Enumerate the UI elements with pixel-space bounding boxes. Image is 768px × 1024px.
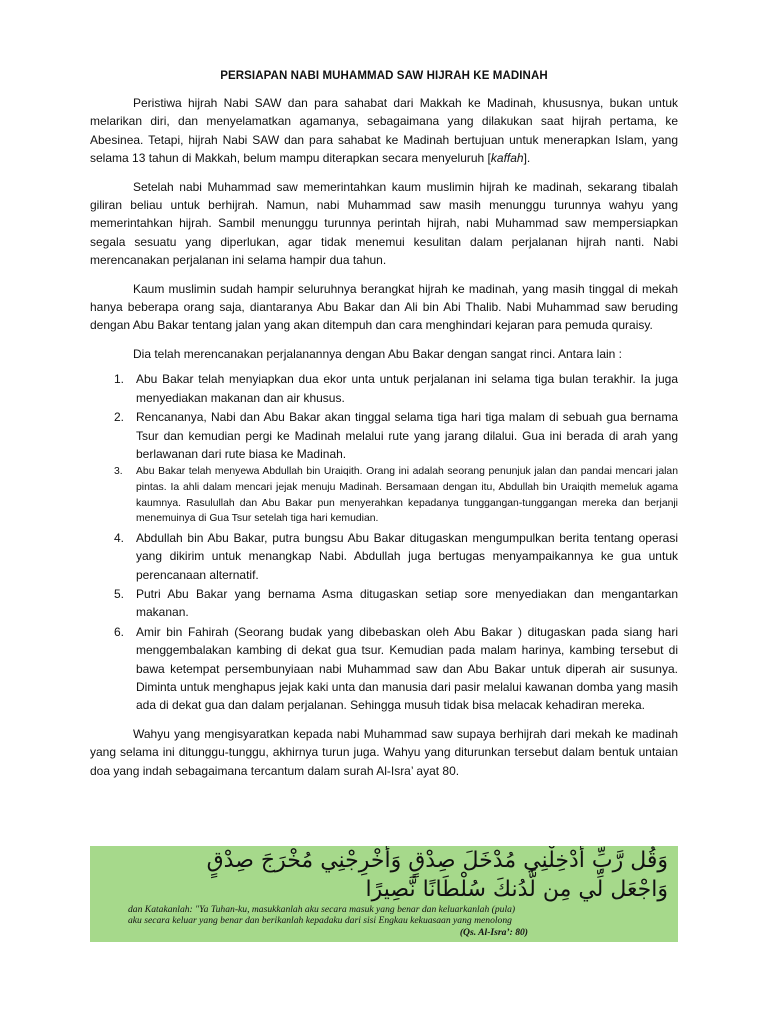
list-item-number: 3. — [114, 466, 123, 478]
verse-translation — [128, 904, 668, 938]
paragraph-3: Kaum muslimin sudah hampir seluruhnya berangkat hijrah ke madinah, yang masih tinggal di mekah hanya beberapa orang saja, diantaranya Abu Bakar dan Ali bin Abi Thalib. Nabi Muhammad saw beruding dengan Abu Bakar tentang jalan yang akan ditempuh dan cara menghindari kejaran para pemuda quraisy. — [90, 281, 678, 333]
list-item-number: 6. — [114, 624, 125, 639]
arabic-verse-line-2: وَاجْعَل لِّي مِن لَّدُنكَ سُلْطَانًا نَّصِيرًا — [365, 877, 668, 902]
list-item-number: 4. — [114, 530, 125, 545]
paragraph-1-text: Peristiwa hijrah Nabi SAW dan para sahabat dari Makkah ke Madinah, khususnya, bukan untuk melarikan diri, dan menyelamatkan agamanya, sebagaimana yang dilakukan saat hijrah pertama, ke Abesinea. Tetapi, hijrah Nabi SAW dan para sahabat ke Madinah bertujuan untuk menerapkan Islam, yang selama 13 tahun di Makkah, belum mampu diterapkan secara menyeluruh [ — [90, 96, 678, 166]
list-item-text: Abu Bakar telah menyiapkan dua ekor unta untuk perjalanan ini selama tiga bulan terakhir. Ia juga menyediakan makanan dan air khusus. — [136, 372, 678, 405]
paragraph-1 — [90, 94, 678, 168]
quran-verse-box — [90, 846, 678, 942]
plan-list — [90, 370, 678, 714]
arabic-verse-line-1: وَقُل رَّبِّ أَدْخِلْنِي مُدْخَلَ صِدْقٍ وَأَخْرِجْنِي مُخْرَجَ صِدْقٍ — [206, 848, 668, 873]
list-item — [90, 408, 678, 463]
list-item-text: Abu Bakar telah menyewa Abdullah bin Uraiqith. Orang ini adalah seorang penunjuk jalan dan pandai mencari jalan pintas. Ia ahli dalam mencari jejak menuju Madinah. Bersamaan dengan itu, Abdullah bin Uraiqith memeluk agama kaumnya. Rasulullah dan Abu Bakar pun menyerahkan kepadanya tunggangan-tunggangan mereka dan berjanji menemuinya di Gua Tsur setelah tiga hari kemudian. — [136, 466, 678, 525]
list-item-text: Rencananya, Nabi dan Abu Bakar akan tinggal selama tiga hari tiga malam di sebuah gua bernama Tsur dan kemudian pergi ke Madinah melalui rute yang jarang dilalui. Gua ini berada di arah yang berlawanan dari rute biasa ke Madinah. — [136, 410, 678, 461]
paragraph-1-italic: kaffah — [490, 151, 524, 166]
list-item-text: Putri Abu Bakar yang bernama Asma ditugaskan setiap sore menyediakan dan mengantarkan makanan. — [136, 586, 678, 620]
paragraph-5: Wahyu yang mengisyaratkan kepada nabi Muhammad saw supaya berhijrah dari mekah ke madinah yang selama ini ditunggu-tunggu, akhirnya turun juga. Wahyu yang diturunkan tersebut dalam bentuk untaian doa yang indah sebagaimana tercantum dalam surah Al-Isra’ ayat 80. — [90, 726, 678, 778]
list-item-text: Amir bin Fahirah (Seorang budak yang dibebaskan oleh Abu Bakar ) ditugaskan pada siang hari menggembalakan kambing di dekat gua tsur. Kemudian pada malam harinya, kambing tersebut di bawa ketempat persembunyiaan nabi Muhammad saw dan Abu Bakar untuk diperah air susunya. Diminta untuk menghapus jejak kaki unta dan manusia dari pasir melalui kawanan domba yang masih ada di dekat gua dan dalam perjalanan. Sehingga musuh tidak bisa melacak kehadiran mereka. — [136, 624, 678, 713]
paragraph-1-end: ]. — [523, 151, 531, 166]
list-item — [90, 529, 678, 584]
list-item — [90, 585, 678, 622]
list-item — [90, 370, 678, 407]
document-page — [90, 70, 678, 790]
paragraph-4: Dia telah merencanakan perjalanannya dengan Abu Bakar dengan sangat rinci. Antara lain : — [133, 346, 623, 361]
list-item-text: Abdullah bin Abu Bakar, putra bungsu Abu Bakar ditugaskan mengumpulkan berita tentang operasi yang dikirim untuk menangkap Nabi. Abdullah juga bertugas menyampaikannya ke gua untuk perencanaan alternatif. — [136, 530, 678, 582]
list-item-number: 2. — [114, 410, 125, 425]
list-item-number: 5. — [114, 586, 125, 601]
verse-source: (Qs. Al-Isra’: 80) — [459, 926, 528, 938]
list-item — [90, 464, 678, 526]
translation-line-2: aku secara keluar yang benar dan berikanlah kepadaku dari sisi Engkau kekuasaan yang menolong — [128, 915, 512, 927]
list-item — [90, 623, 678, 715]
paragraph-2: Setelah nabi Muhammad saw memerintahkan kaum muslimin hijrah ke madinah, sekarang tibalah giliran beliau untuk berhijrah. Namun, nabi Muhammad saw masih menunggu turunnya wahyu yang memerintahkan hijrah. Sambil menunggu turunnya perintah hijrah, nabi Muhammad saw mempersiapkan segala sesuatu yang diperlukan, agar tidak menemui kesulitan dalam perjalanan hijrah nanti. Nabi merencanakan perjalanan ini selama hampir dua tahun. — [90, 179, 678, 268]
list-item-number: 1. — [114, 372, 125, 387]
document-title: PERSIAPAN NABI MUHAMMAD SAW HIJRAH KE MADINAH — [220, 70, 548, 82]
translation-line-1: dan Katakanlah: "Ya Tuhan-ku, masukkanlah aku secara masuk yang benar dan keluarkanlah (pula) — [128, 904, 516, 915]
